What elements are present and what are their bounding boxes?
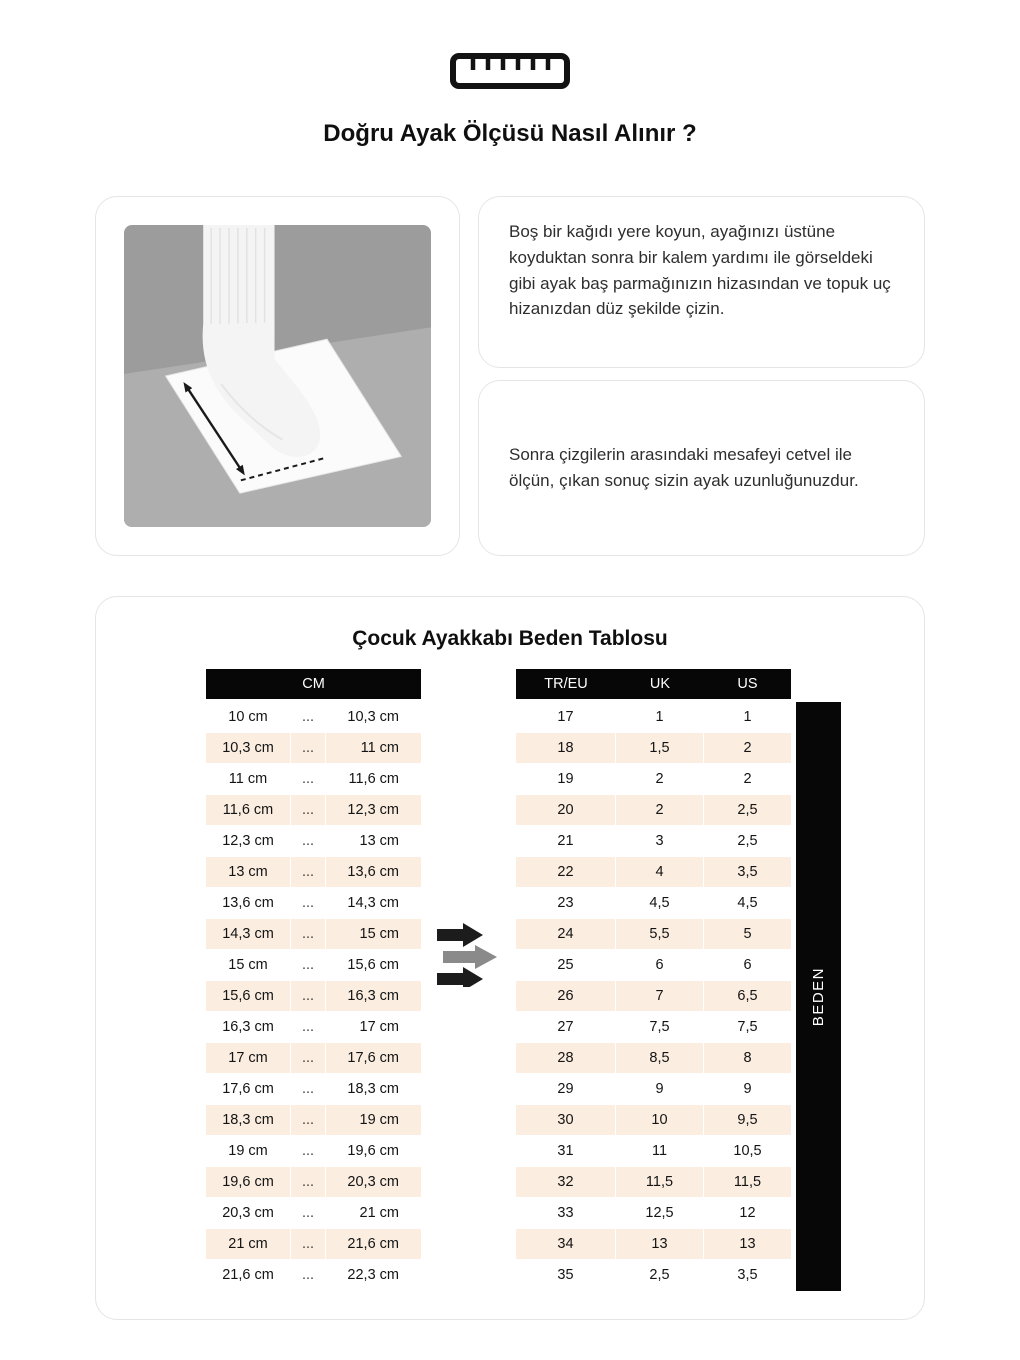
us-size-value: 3,5 xyxy=(737,864,758,880)
us-size-value: 3,5 xyxy=(737,1267,758,1283)
uk-size-value: 7,5 xyxy=(616,1012,704,1042)
cm-from-value: 20,3 cm xyxy=(206,1198,291,1228)
size-chart-card xyxy=(95,596,925,1320)
size-table-col-uk: UK xyxy=(649,676,671,692)
cm-table-row xyxy=(206,1260,421,1291)
us-size-value: 2 xyxy=(743,740,752,756)
treu-size-value: 26 xyxy=(516,981,616,1011)
size-table-col-treu: TR/EU xyxy=(544,676,588,692)
range-dots: ... xyxy=(291,950,326,980)
uk-size-value: 3 xyxy=(616,826,704,856)
cm-table-row xyxy=(206,1043,421,1074)
uk-size-value: 4 xyxy=(616,857,704,887)
cm-table-row xyxy=(206,795,421,826)
cm-table-row xyxy=(206,950,421,981)
cm-from-value: 19 cm xyxy=(206,1136,291,1166)
us-size-value: 2,5 xyxy=(737,802,758,818)
treu-size-value: 19 xyxy=(516,764,616,794)
conversion-arrows-wrap xyxy=(421,921,516,987)
cm-from-value: 19,6 cm xyxy=(206,1167,291,1197)
size-table-body xyxy=(516,702,791,1291)
us-size-value: 10,5 xyxy=(733,1143,762,1159)
instruction-step-1-text: Boş bir kağıdı yere koyun, ayağınızı üstüne koyduktan sonra bir kalem yardımı ile görseldeki gibi ayak baş parmağınızın hizasından ve topuk uç hizanızdan düz şekilde çizin. xyxy=(509,222,891,319)
instruction-cards xyxy=(478,196,925,556)
cm-to-value: 13,6 cm xyxy=(347,864,399,880)
treu-size-value: 27 xyxy=(516,1012,616,1042)
cm-to-value: 20,3 cm xyxy=(347,1174,399,1190)
cm-to-value: 22,3 cm xyxy=(347,1267,399,1283)
cm-to-value: 14,3 cm xyxy=(347,895,399,911)
cm-to-value: 12,3 cm xyxy=(347,802,399,818)
size-table-row xyxy=(516,733,791,764)
range-dots: ... xyxy=(291,826,326,856)
cm-from-value: 18,3 cm xyxy=(206,1105,291,1135)
cm-from-value: 16,3 cm xyxy=(206,1012,291,1042)
size-table-row xyxy=(516,1043,791,1074)
cm-from-value: 12,3 cm xyxy=(206,826,291,856)
cm-table-row xyxy=(206,1074,421,1105)
cm-table-row xyxy=(206,888,421,919)
cm-from-value: 11,6 cm xyxy=(206,795,291,825)
uk-size-value: 2,5 xyxy=(616,1260,704,1290)
cm-table-header: CM xyxy=(206,669,421,699)
treu-size-value: 28 xyxy=(516,1043,616,1073)
beden-label: BEDEN xyxy=(810,966,827,1027)
cm-from-value: 15 cm xyxy=(206,950,291,980)
beden-sidebar xyxy=(796,702,841,1291)
size-table-row xyxy=(516,888,791,919)
range-dots: ... xyxy=(291,1074,326,1104)
cm-from-value: 13 cm xyxy=(206,857,291,887)
us-size-value: 8 xyxy=(743,1050,752,1066)
treu-size-value: 31 xyxy=(516,1136,616,1166)
cm-to-value: 11 cm xyxy=(360,740,399,756)
treu-size-value: 29 xyxy=(516,1074,616,1104)
range-dots: ... xyxy=(291,888,326,918)
us-size-value: 11,5 xyxy=(733,1174,762,1190)
size-table-row xyxy=(516,857,791,888)
cm-from-value: 17 cm xyxy=(206,1043,291,1073)
cm-to-value: 16,3 cm xyxy=(347,988,399,1004)
cm-from-value: 21,6 cm xyxy=(206,1260,291,1290)
range-dots: ... xyxy=(291,857,326,887)
us-size-value: 9 xyxy=(743,1081,752,1097)
range-dots: ... xyxy=(291,1136,326,1166)
ruler-icon xyxy=(450,52,570,90)
range-dots: ... xyxy=(291,1260,326,1290)
range-dots: ... xyxy=(291,795,326,825)
range-dots: ... xyxy=(291,1012,326,1042)
cm-to-value: 19,6 cm xyxy=(347,1143,399,1159)
cm-to-value: 11,6 cm xyxy=(348,771,399,787)
uk-size-value: 9 xyxy=(616,1074,704,1104)
cm-to-value: 21 cm xyxy=(359,1205,399,1221)
us-size-value: 2 xyxy=(743,771,752,787)
cm-from-value: 21 cm xyxy=(206,1229,291,1259)
cm-table-row xyxy=(206,1105,421,1136)
cm-table-row xyxy=(206,733,421,764)
range-dots: ... xyxy=(291,702,326,732)
treu-size-value: 35 xyxy=(516,1260,616,1290)
treu-size-value: 20 xyxy=(516,795,616,825)
cm-table-row xyxy=(206,764,421,795)
treu-size-value: 25 xyxy=(516,950,616,980)
instruction-step-2-text: Sonra çizgilerin arasındaki mesafeyi cetvel ile ölçün, çıkan sonuç sizin ayak uzunluğunuzdur. xyxy=(509,445,859,490)
us-size-value: 13 xyxy=(739,1236,756,1252)
cm-table-row xyxy=(206,1136,421,1167)
us-size-value: 4,5 xyxy=(737,895,758,911)
uk-size-value: 7 xyxy=(616,981,704,1011)
range-dots: ... xyxy=(291,1167,326,1197)
range-dots: ... xyxy=(291,1105,326,1135)
size-table-row xyxy=(516,1229,791,1260)
size-table-col-us: US xyxy=(737,676,758,692)
range-dots: ... xyxy=(291,1043,326,1073)
size-table-row xyxy=(516,1074,791,1105)
size-table-row xyxy=(516,702,791,733)
cm-table-row xyxy=(206,981,421,1012)
cm-from-value: 10 cm xyxy=(206,702,291,732)
uk-size-value: 11,5 xyxy=(616,1167,704,1197)
size-table-row xyxy=(516,981,791,1012)
uk-size-value: 2 xyxy=(616,764,704,794)
ruler-icon-wrap xyxy=(0,52,1020,90)
size-table-row xyxy=(516,1167,791,1198)
cm-from-value: 14,3 cm xyxy=(206,919,291,949)
range-dots: ... xyxy=(291,981,326,1011)
size-table-row xyxy=(516,1136,791,1167)
size-table-row xyxy=(516,1260,791,1291)
uk-size-value: 5,5 xyxy=(616,919,704,949)
size-table-row xyxy=(516,764,791,795)
us-size-value: 2,5 xyxy=(737,833,758,849)
cm-table-row xyxy=(206,702,421,733)
cm-to-value: 21,6 cm xyxy=(347,1236,399,1252)
us-size-value: 9,5 xyxy=(737,1112,758,1128)
uk-size-value: 1 xyxy=(616,702,704,732)
uk-size-value: 12,5 xyxy=(616,1198,704,1228)
treu-size-value: 23 xyxy=(516,888,616,918)
cm-from-value: 13,6 cm xyxy=(206,888,291,918)
cm-table-row xyxy=(206,826,421,857)
size-table-row xyxy=(516,795,791,826)
us-size-value: 5 xyxy=(743,926,752,942)
treu-size-value: 24 xyxy=(516,919,616,949)
cm-table-row xyxy=(206,919,421,950)
uk-size-value: 2 xyxy=(616,795,704,825)
cm-to-value: 15 cm xyxy=(359,926,399,942)
us-size-value: 1 xyxy=(743,709,752,725)
cm-table-body xyxy=(206,702,421,1291)
size-table xyxy=(516,669,791,1291)
foot-photo-card xyxy=(95,196,460,556)
size-chart-tables xyxy=(96,669,924,1291)
uk-size-value: 1,5 xyxy=(616,733,704,763)
foot-measure-photo xyxy=(124,225,431,527)
instructions-section xyxy=(0,196,1020,556)
us-size-value: 6,5 xyxy=(737,988,758,1004)
cm-from-value: 17,6 cm xyxy=(206,1074,291,1104)
treu-size-value: 17 xyxy=(516,702,616,732)
size-table-row xyxy=(516,1012,791,1043)
cm-from-value: 15,6 cm xyxy=(206,981,291,1011)
size-table-header xyxy=(516,669,791,699)
treu-size-value: 22 xyxy=(516,857,616,887)
cm-table-row xyxy=(206,1229,421,1260)
range-dots: ... xyxy=(291,733,326,763)
treu-size-value: 18 xyxy=(516,733,616,763)
treu-size-value: 34 xyxy=(516,1229,616,1259)
cm-from-value: 11 cm xyxy=(206,764,291,794)
treu-size-value: 30 xyxy=(516,1105,616,1135)
page-title: Doğru Ayak Ölçüsü Nasıl Alınır ? xyxy=(323,120,697,147)
instruction-step-2 xyxy=(478,380,925,556)
size-table-row xyxy=(516,1198,791,1229)
us-size-value: 6 xyxy=(743,957,752,973)
cm-table-row xyxy=(206,1198,421,1229)
double-arrows-icon xyxy=(437,921,501,987)
uk-size-value: 8,5 xyxy=(616,1043,704,1073)
range-dots: ... xyxy=(291,919,326,949)
size-table-row xyxy=(516,826,791,857)
cm-to-value: 17,6 cm xyxy=(347,1050,399,1066)
size-table-row xyxy=(516,950,791,981)
size-table-row xyxy=(516,919,791,950)
treu-size-value: 21 xyxy=(516,826,616,856)
treu-size-value: 33 xyxy=(516,1198,616,1228)
cm-to-value: 13 cm xyxy=(359,833,399,849)
cm-from-value: 10,3 cm xyxy=(206,733,291,763)
cm-to-value: 17 cm xyxy=(359,1019,399,1035)
uk-size-value: 13 xyxy=(616,1229,704,1259)
size-table-row xyxy=(516,1105,791,1136)
range-dots: ... xyxy=(291,1198,326,1228)
range-dots: ... xyxy=(291,764,326,794)
cm-to-value: 18,3 cm xyxy=(347,1081,399,1097)
range-dots: ... xyxy=(291,1229,326,1259)
uk-size-value: 4,5 xyxy=(616,888,704,918)
instruction-step-1 xyxy=(478,196,925,368)
treu-size-value: 32 xyxy=(516,1167,616,1197)
cm-table xyxy=(206,669,421,1291)
cm-to-value: 10,3 cm xyxy=(347,709,399,725)
uk-size-value: 10 xyxy=(616,1105,704,1135)
cm-table-row xyxy=(206,857,421,888)
uk-size-value: 6 xyxy=(616,950,704,980)
us-size-value: 7,5 xyxy=(737,1019,758,1035)
uk-size-value: 11 xyxy=(616,1136,704,1166)
cm-to-value: 15,6 cm xyxy=(347,957,399,973)
cm-to-value: 19 cm xyxy=(359,1112,399,1128)
cm-table-row xyxy=(206,1167,421,1198)
size-chart-title: Çocuk Ayakkabı Beden Tablosu xyxy=(352,627,668,650)
us-size-value: 12 xyxy=(739,1205,756,1221)
cm-table-row xyxy=(206,1012,421,1043)
